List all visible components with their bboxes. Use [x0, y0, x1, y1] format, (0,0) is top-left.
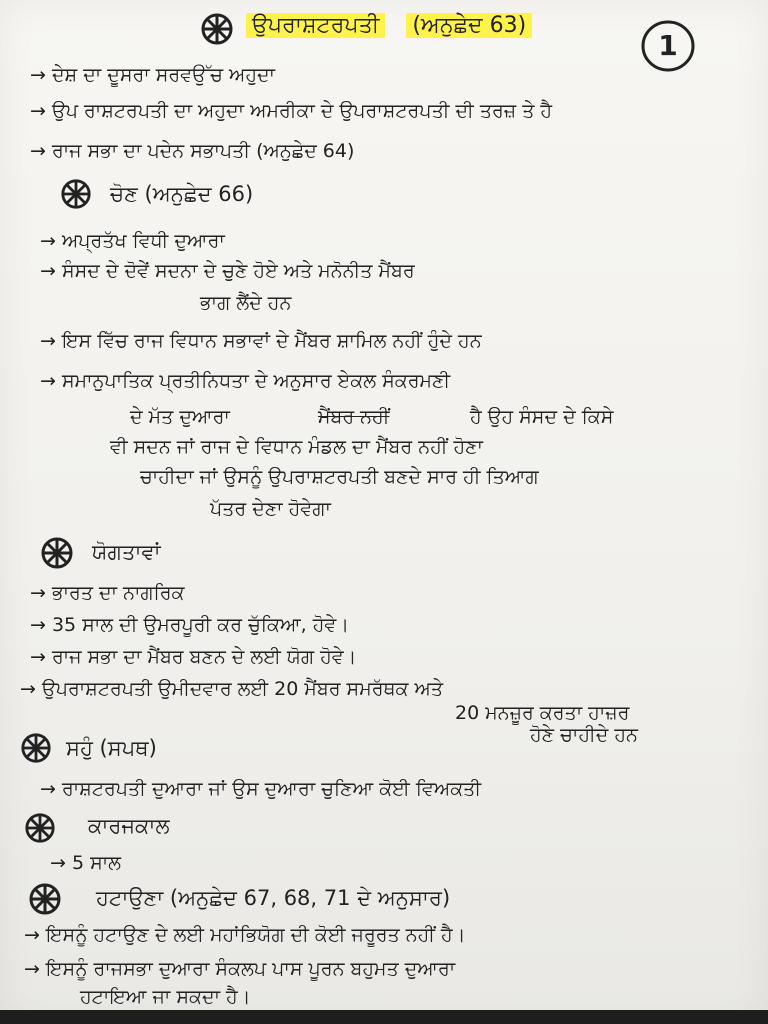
intro-line-1: → ਦੇਸ਼ ਦਾ ਦੂਸਰਾ ਸਰਵਉੱਚ ਅਹੁਦਾ	[30, 64, 275, 86]
qual-line-3: → ਰਾਜ ਸਭਾ ਦਾ ਮੈਂਬਰ ਬਣਨ ਦੇ ਲਈ ਯੋਗ ਹੋਵੇ।	[30, 646, 357, 668]
tenure-line-1: → 5 ਸਾਲ	[50, 852, 122, 874]
wheel-bullet-icon	[200, 12, 234, 46]
wheel-bullet-icon	[40, 536, 74, 570]
election-line-1: → ਅਪ੍ਰਤੱਖ ਵਿਧੀ ਦੁਆਰਾ	[40, 230, 225, 252]
election-line-10: ਪੱਤਰ ਦੇਣਾ ਹੋਵੇਗਾ	[210, 498, 331, 520]
struck-text: ਮੈਂਬਰ ਨਹੀਂ	[318, 406, 390, 428]
intro-line-2: → ਉਪ ਰਾਸ਼ਟਰਪਤੀ ਦਾ ਅਹੁਦਾ ਅਮਰੀਕਾ ਦੇ ਉਪਰਾਸ਼ਟਰਪਤੀ ਦੀ ਤਰਜ਼ ਤੇ ਹੈ	[30, 100, 553, 122]
election-line-9: ਚਾਹੀਦਾ ਜਾਂ ਉਸਨੂੰ ਉਪਰਾਸ਼ਟਰਪਤੀ ਬਣਦੇ ਸਾਰ ਹੀ ਤਿਆਗ	[140, 466, 539, 488]
heading-election: ਚੋਣ (ਅਨੁਛੇਦ 66)	[110, 182, 254, 206]
qual-line-2: → 35 ਸਾਲ ਦੀ ਉਮਰਪੂਰੀ ਕਰ ਚੁੱਕਿਆ, ਹੋਵੇ।	[30, 614, 350, 636]
intro-line-3: → ਰਾਜ ਸਭਾ ਦਾ ਪਦੇਨ ਸਭਾਪਤੀ (ਅਨੁਛੇਦ 64)	[30, 140, 355, 162]
qual-line-5: 20 ਮਨਜ਼ੂਰ ਕਰਤਾ ਹਾਜ਼ਰ	[455, 702, 630, 724]
removal-line-2: → ਇਸਨੂੰ ਰਾਜਸਭਾ ਦੁਆਰਾ ਸੰਕਲਪ ਪਾਸ ਪੂਰਨ ਬਹੁਮਤ ਦੁਆਰਾ	[24, 958, 456, 980]
election-line-7: ਹੈ ਉਹ ਸੰਸਦ ਦੇ ਕਿਸੇ	[470, 406, 614, 428]
wheel-bullet-icon	[24, 812, 56, 844]
heading-tenure: ਕਾਰਜਕਾਲ	[88, 814, 170, 838]
page-title	[246, 6, 532, 46]
heading-removal: ਹਟਾਉਣਾ (ਅਨੁਛੇਦ 67, 68, 71 ਦੇ ਅਨੁਸਾਰ)	[96, 886, 451, 910]
heading-qualifications: ਯੋਗਤਾਵਾਂ	[92, 540, 161, 564]
removal-line-3: ਹਟਾਇਆ ਜਾ ਸਕਦਾ ਹੈ।	[80, 986, 251, 1008]
election-line-6: ਦੇ ਮੱਤ ਦੁਆਰਾ	[130, 406, 230, 428]
title-text: ਉਪਰਾਸ਼ਟਰਪਤੀ	[246, 13, 385, 38]
election-line-5: → ਸਮਾਨੁਪਾਤਿਕ ਪ੍ਰਤੀਨਿਧਤਾ ਦੇ ਅਨੁਸਾਰ ਏਕਲ ਸੰਕਰਮਣੀ	[40, 370, 451, 392]
wheel-bullet-icon	[20, 732, 52, 764]
wheel-bullet-icon	[60, 178, 92, 210]
election-line-3: ਭਾਗ ਲੈਂਦੇ ਹਨ	[200, 292, 292, 314]
page-number: 1	[658, 29, 678, 62]
election-line-2: → ਸੰਸਦ ਦੇ ਦੋਵੇਂ ਸਦਨਾ ਦੇ ਚੁਣੇ ਹੋਏ ਅਤੇ ਮਨੋਨੀਤ ਮੈਂਬਰ	[40, 260, 415, 282]
election-line-8: ਵੀ ਸਦਨ ਜਾਂ ਰਾਜ ਦੇ ਵਿਧਾਨ ਮੰਡਲ ਦਾ ਮੈਂਬਰ ਨਹੀਂ ਹੋਣਾ	[110, 436, 483, 458]
election-line-4: → ਇਸ ਵਿੱਚ ਰਾਜ ਵਿਧਾਨ ਸਭਾਵਾਂ ਦੇ ਮੈਂਬਰ ਸ਼ਾਮਿਲ ਨਹੀਂ ਹੁੰਦੇ ਹਨ	[40, 330, 482, 352]
removal-line-1: → ਇਸਨੂੰ ਹਟਾਉਣ ਦੇ ਲਈ ਮਹਾਂਭਿਯੋਗ ਦੀ ਕੋਈ ਜਰੂਰਤ ਨਹੀਂ ਹੈ।	[24, 924, 466, 946]
heading-oath: ਸਹੁੰ (ਸਪਥ)	[66, 736, 157, 760]
qual-line-4: → ਉਪਰਾਸ਼ਟਰਪਤੀ ਉਮੀਦਵਾਰ ਲਈ 20 ਮੈਂਬਰ ਸਮਰੱਥਕ ਅਤੇ	[20, 678, 444, 700]
oath-line-1: → ਰਾਸ਼ਟਰਪਤੀ ਦੁਆਰਾ ਜਾਂ ਉਸ ਦੁਆਰਾ ਚੁਣਿਆ ਕੋਈ ਵਿਅਕਤੀ	[40, 778, 482, 800]
title-article: (ਅਨੁਛੇਦ 63)	[406, 13, 532, 38]
page-bottom-edge	[0, 1010, 768, 1024]
qual-line-6: ਹੋਣੇ ਚਾਹੀਦੇ ਹਨ	[530, 724, 638, 746]
wheel-bullet-icon	[28, 882, 62, 916]
qual-line-1: → ਭਾਰਤ ਦਾ ਨਾਗਰਿਕ	[30, 582, 185, 604]
